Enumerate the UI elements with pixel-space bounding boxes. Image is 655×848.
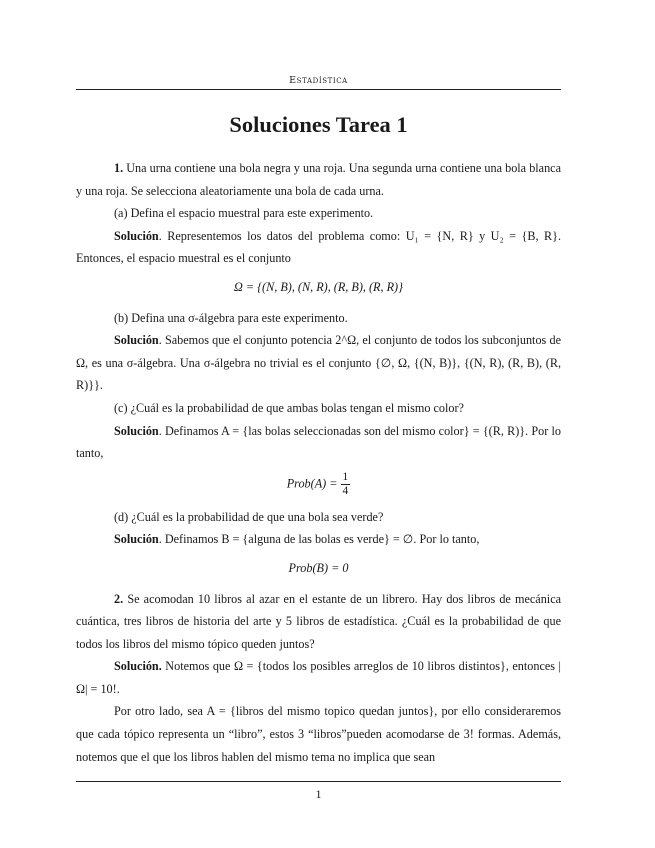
problem-1-text: Una urna contiene una bola negra y una roja. Una segunda urna contiene una bola blanca y una roja. Se selecciona aleatoriamente una bola de cada urna. (76, 161, 561, 198)
equation-prob-b: Prob(B) = 0 (288, 560, 349, 575)
part-a: (a) Defina el espacio muestral para este experimento. (114, 206, 374, 221)
solution-label: Solución (114, 532, 159, 547)
problem-2-solution (76, 655, 561, 700)
solution-label: Solución (114, 423, 159, 438)
fraction: $\frac{1}{4}$ (342, 470, 349, 497)
problem-2-text: Se acomodan 10 libros al azar en el estante de un librero. Hay dos libros de mecánica cuántica, tres libros de historia del arte y 5 libros de estadística. ¿Cuál es la probabilidad de que todos los libros del mismo tópico queden juntos? (76, 591, 562, 651)
part-b: (b) Defina una σ-álgebra para este experimento. (114, 310, 348, 325)
solution-d (76, 528, 561, 551)
problem-1-statement (76, 157, 561, 202)
problem-2-number: 2. (114, 591, 124, 606)
solution-c (76, 420, 561, 465)
part-c: (c) ¿Cuál es la probabilidad de que ambas bolas tengan el mismo color? (114, 400, 464, 415)
equation-prob-a: Prob(A) = $\frac{1}{4}$ (286, 470, 349, 497)
solution-a-text: . Representemos los datos del problema como: U₁ = {N, R} y U₂ = {B, R}. Entonces, el espacio muestral es el conjunto (76, 228, 561, 266)
solution-label: Solución (114, 333, 159, 348)
solution-b (76, 329, 561, 397)
solution-a (76, 225, 561, 270)
problem-2-solution-text: Notemos que Ω = {todos los posibles arreglos de 10 libros distintos}, entonces |Ω| = 10!. (76, 659, 561, 696)
page-title: Soluciones Tarea 1 (229, 112, 408, 137)
running-header: Estadística (289, 75, 348, 86)
page-number: 1 (315, 787, 322, 801)
document-body (76, 157, 561, 768)
solution-label: Solución. (114, 659, 162, 674)
header-rule (76, 89, 561, 90)
solution-label: Solución (114, 228, 159, 243)
problem-2-paragraph: Por otro lado, sea A = {libros del mismo topico quedan juntos}, por ello consideraremos que cada tópico representa un “libro”, estos 3 “libros”pueden acomodarse de 3! formas. Además, notemos que el que los libros hablen del mismo tema no implica que sean (76, 704, 561, 764)
solution-d-text: . Definamos B = {alguna de las bolas es verde} = ∅. Por lo tanto, (158, 532, 480, 547)
footer-rule (76, 781, 561, 782)
solution-b-text: . Sabemos que el conjunto potencia 2^Ω, el conjunto de todos los subconjuntos de Ω, es una σ-álgebra. Una σ-álgebra no trivial es el conjunto {∅, Ω, {(N, B)}, {(N, R), (R, B), (R, R)}}. (76, 333, 561, 393)
equation-omega: Ω = {(N, B), (N, R), (R, B), (R, R)} (234, 279, 403, 294)
problem-2-statement (76, 588, 561, 656)
solution-c-text: . Definamos A = {las bolas seleccionadas son del mismo color} = {(R, R)}. Por lo tanto, (76, 423, 561, 461)
part-d: (d) ¿Cuál es la probabilidad de que una bola sea verde? (114, 509, 384, 524)
problem-1-number: 1. (114, 161, 124, 175)
